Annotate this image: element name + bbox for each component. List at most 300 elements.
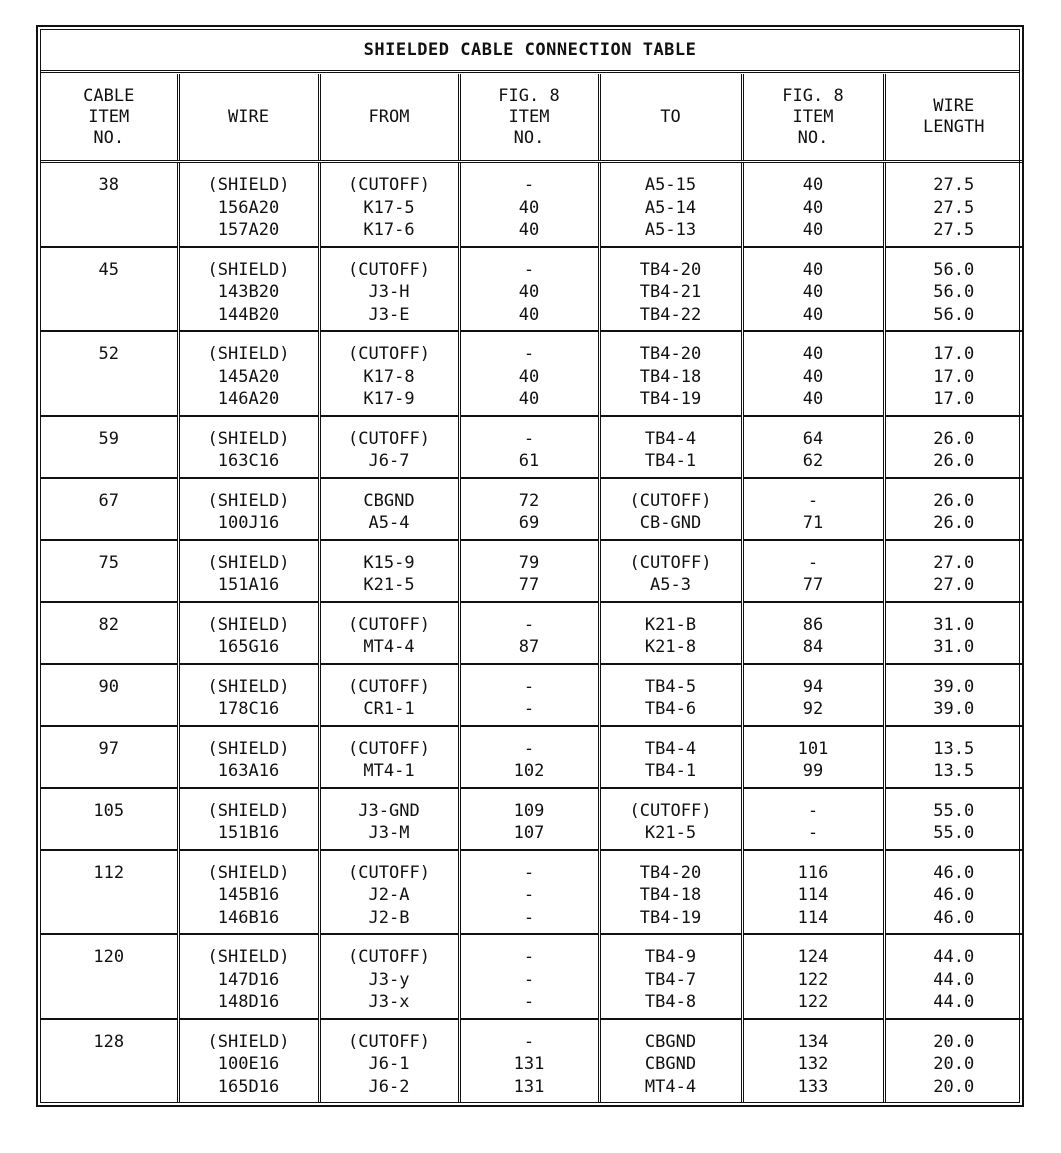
cell-line: - [523,259,535,280]
cell-to [599,416,742,478]
cell-line: 151A16 [217,575,280,595]
cell-line: J3-x [368,992,410,1012]
cell-line: 56.0 [933,259,975,280]
cell-from-fig8-item-no [459,602,599,664]
shielded-cable-connection-table [41,74,1022,1102]
cell-from [319,934,459,1019]
cell-line: 44.0 [933,969,975,990]
cell-wire [178,331,319,416]
cell-wire-length [884,788,1022,850]
cell-line: J3-E [368,304,410,325]
cell-line: 87 [518,637,540,657]
cell-to-fig8-item-no [742,478,884,540]
cell-line: 13.5 [933,738,975,759]
cell-line: (CUTOFF) [348,862,430,883]
cell-line: - [807,552,819,573]
table-header [41,74,1022,162]
cell-line: MT4-4 [363,637,415,657]
cell-line: 39.0 [933,699,975,719]
table-row [41,247,1022,332]
cell-line: 44.0 [933,947,975,967]
cell-line: - [523,907,535,928]
cell-line: J3-M [368,823,410,843]
cell-line: 46.0 [933,907,975,928]
cell-line: 101 [797,738,829,759]
cell-line: K21-B [644,614,697,635]
cell-line: TB4-6 [644,699,697,719]
cell-cable-item-no: 52 [41,331,178,416]
cell-to-fig8-item-no [742,664,884,726]
cell-from [319,247,459,332]
cell-to [599,331,742,416]
cell-line: TB4-21 [639,282,702,302]
cell-line: TB4-20 [639,862,702,883]
cell-to-fig8-item-no [742,850,884,935]
cell-to [599,726,742,788]
cell-to-fig8-item-no [742,162,884,247]
cell-line: (SHIELD) [207,800,290,821]
cell-line: J6-2 [368,1076,410,1097]
cell-line: CBGND [644,1031,697,1052]
cell-to-fig8-item-no [742,540,884,602]
cell-line: 79 [518,552,540,573]
cell-line: TB4-20 [639,344,702,364]
cell-cable-item-no: 45 [41,247,178,332]
cell-line: 107 [513,823,545,843]
cell-wire-length [884,726,1022,788]
cell-wire-length [884,850,1022,935]
cell-wire-length [884,162,1022,247]
cell-wire-length [884,247,1022,332]
cell-line: 178C16 [217,699,280,719]
header-wire: WIRE [178,74,319,162]
cell-line: 92 [802,699,824,719]
cell-line: 46.0 [933,885,975,905]
cell-wire-length [884,1019,1022,1103]
cell-line: - [523,992,535,1012]
cell-line: J6-1 [368,1054,410,1074]
table-row [41,540,1022,602]
header-to-fig8-item-no: FIG. 8 ITEM NO. [742,74,884,162]
cell-from [319,1019,459,1103]
cell-line: 26.0 [933,451,975,471]
cell-line: (SHIELD) [207,259,290,280]
cell-cable-item-no: 128 [41,1019,178,1103]
cell-line: 62 [802,451,824,471]
cell-line: 143B20 [217,282,280,302]
cell-line: 27.5 [933,220,975,240]
cell-cable-item-no: 38 [98,175,119,195]
cell-line: - [523,885,535,905]
cell-from [319,416,459,478]
cell-to [599,247,742,332]
cell-from-fig8-item-no [459,788,599,850]
cell-to [599,602,742,664]
cell-line: 40 [802,344,824,364]
cell-to [599,1019,742,1103]
cell-line: K17-9 [363,389,415,409]
cell-line: (SHIELD) [207,947,290,967]
cell-from [319,478,459,540]
cell-line: 39.0 [933,676,975,697]
cell-line: A5-14 [644,197,697,218]
cell-wire [178,788,319,850]
cell-line: (CUTOFF) [629,552,712,573]
table-body [41,162,1022,1103]
cell-line: (CUTOFF) [348,259,430,280]
cell-to [599,934,742,1019]
cell-line: K17-6 [363,220,415,240]
cell-line: 147D16 [217,969,280,990]
cell-from [319,788,459,850]
cell-line: 86 [802,614,824,635]
cell-line: 40 [802,366,824,387]
cell-line: J2-B [368,907,410,928]
cell-cable-item-no: 82 [41,602,178,664]
cell-from [319,540,459,602]
cell-line: 40 [518,197,540,218]
cell-to-fig8-item-no [742,934,884,1019]
cell-line: 17.0 [933,344,975,364]
cell-line: 26.0 [933,513,975,533]
cell-wire [178,162,319,247]
header-row [41,74,1022,162]
cell-wire-length [884,934,1022,1019]
header-to: TO [599,74,742,162]
cell-line: 40 [802,175,824,195]
table-row [41,726,1022,788]
cell-wire-length [884,478,1022,540]
cell-line: 146B16 [217,907,280,928]
cell-line: MT4-4 [644,1076,697,1097]
cell-from [319,726,459,788]
cell-cable-item-no: 90 [41,664,178,726]
cell-line: TB4-1 [644,761,697,781]
cell-line: CB-GND [639,513,702,533]
cell-line: 40 [802,282,824,302]
cell-line: - [523,175,535,195]
cell-line: (CUTOFF) [348,614,430,635]
cell-line: TB4-4 [644,738,697,759]
cell-wire [178,478,319,540]
cell-from-fig8-item-no [459,162,599,247]
cell-line: 100E16 [217,1054,280,1074]
cell-line: (CUTOFF) [629,490,712,511]
cell-line: 77 [802,575,824,595]
cell-line: - [523,947,535,967]
cell-line: 40 [802,304,824,325]
cell-to-fig8-item-no [742,247,884,332]
cell-wire [178,664,319,726]
cell-line: (CUTOFF) [348,1031,430,1052]
cell-wire [178,934,319,1019]
cell-line: 122 [797,992,829,1012]
cell-line: 13.5 [933,761,975,781]
cell-line: K15-9 [363,552,415,573]
cell-line: 46.0 [933,862,975,883]
cell-to [599,478,742,540]
cell-line: TB4-9 [644,947,697,967]
cell-line: 20.0 [933,1054,975,1074]
cell-line: (CUTOFF) [629,800,712,821]
cell-from-fig8-item-no [459,1019,599,1103]
cell-line: A5-4 [368,513,410,533]
connection-table-frame [40,29,1020,1103]
cell-line: 20.0 [933,1076,975,1097]
cell-wire [178,602,319,664]
cell-line: 27.0 [933,552,975,573]
cell-line: 27.5 [933,197,975,218]
cell-to [599,162,742,247]
cell-line: 151B16 [217,823,280,843]
cell-line: 40 [518,389,540,409]
cell-line: 40 [518,304,540,325]
cell-line: K21-8 [644,637,697,657]
cell-line: 99 [802,761,824,781]
cell-line: 148D16 [217,992,280,1012]
cell-line: TB4-18 [639,885,702,905]
cell-wire-length [884,416,1022,478]
cell-line: - [523,676,535,697]
cell-from-fig8-item-no [459,247,599,332]
cell-line: 94 [802,676,824,697]
cell-line: TB4-4 [644,428,697,449]
cell-from [319,162,459,247]
cell-to-fig8-item-no [742,416,884,478]
table-row [41,331,1022,416]
cell-from [319,331,459,416]
cell-line: 116 [797,862,829,883]
cell-line: A5-15 [644,175,697,195]
cell-line: 40 [518,220,540,240]
table-row [41,602,1022,664]
cell-from [319,602,459,664]
cell-line: 100J16 [217,513,280,533]
cell-line: 40 [802,259,824,280]
cell-line: - [523,614,535,635]
cell-line: 144B20 [217,304,280,325]
cell-line: 40 [802,389,824,409]
cell-line: 114 [797,907,829,928]
cell-wire [178,1019,319,1103]
cell-line: 31.0 [933,614,975,635]
header-from: FROM [319,74,459,162]
cell-wire-length [884,602,1022,664]
cell-line: 134 [797,1031,829,1052]
cell-line: 26.0 [933,490,975,511]
cell-line: 27.5 [933,175,975,195]
cell-line: 40 [802,220,824,240]
cell-line: 61 [518,451,540,471]
cell-line: - [523,862,535,883]
table-row [41,1019,1022,1103]
cell-cable-item-no: 105 [41,788,178,850]
cell-line: TB4-19 [639,907,702,928]
cell-line: (CUTOFF) [348,947,430,967]
cell-from-fig8-item-no [459,478,599,540]
cell-line: (CUTOFF) [348,738,430,759]
cell-wire [178,540,319,602]
cell-cable-item-no: 67 [41,478,178,540]
cell-line: 72 [518,490,540,511]
cell-to [599,850,742,935]
cell-line: 27.0 [933,575,975,595]
cell-line: A5-13 [644,220,697,240]
cell-to-fig8-item-no [742,788,884,850]
cell-line: 40 [518,282,540,302]
cell-line: - [523,738,535,759]
cell-line: - [807,490,819,511]
cell-line: 165G16 [217,637,280,657]
cell-line: 131 [513,1054,545,1074]
cell-line: 157A20 [217,220,280,240]
cell-from-fig8-item-no [459,850,599,935]
cell-wire [178,247,319,332]
cell-line: (CUTOFF) [348,428,430,449]
table-row [41,788,1022,850]
cell-line: 20.0 [933,1031,975,1052]
cell-line: J3-H [368,282,410,302]
cell-line: 156A20 [217,197,280,218]
cell-line: J3-y [368,969,410,990]
cell-cable-item-no: 97 [41,726,178,788]
table-row [41,416,1022,478]
cell-line: 55.0 [933,800,975,821]
cell-line: 56.0 [933,304,975,325]
cell-wire-length [884,664,1022,726]
cell-line: 146A20 [217,389,280,409]
cell-line: MT4-1 [363,761,415,781]
cell-line: K21-5 [644,823,697,843]
header-cable-item-no: CABLE ITEM NO. [41,74,178,162]
cell-wire [178,850,319,935]
header-from-fig8-item-no: FIG. 8 ITEM NO. [459,74,599,162]
cell-wire [178,726,319,788]
cell-line: (CUTOFF) [348,175,430,195]
cell-to [599,664,742,726]
cell-line: - [523,1031,535,1052]
cell-line: 40 [802,197,824,218]
cell-to-fig8-item-no [742,602,884,664]
cell-line: (SHIELD) [207,344,290,364]
cell-line: J3-GND [358,800,420,821]
cell-line: K17-5 [363,197,415,218]
cell-line: 55.0 [933,823,975,843]
cell-line: TB4-8 [644,992,697,1012]
cell-line: TB4-7 [644,969,697,990]
cell-cable-item-no: 75 [41,540,178,602]
cell-line: 69 [518,513,540,533]
cell-from-fig8-item-no [459,664,599,726]
cell-line: TB4-1 [644,451,697,471]
cell-cable-item-no: 59 [41,416,178,478]
cell-line: 163C16 [217,451,280,471]
cell-line: J2-A [368,885,410,905]
cell-to-fig8-item-no [742,726,884,788]
cell-line: - [807,823,819,843]
cell-line: 131 [513,1076,545,1097]
cell-line: (CUTOFF) [348,344,430,364]
cell-line: CBGND [644,1054,697,1074]
cell-line: (SHIELD) [207,676,290,697]
cell-line: 77 [518,575,540,595]
cell-from [319,850,459,935]
cell-line: 122 [797,969,829,990]
cell-line: 163A16 [217,761,280,781]
cell-line: 165D16 [217,1076,280,1097]
header-wire-length: WIRE LENGTH [884,74,1022,162]
cell-line: (SHIELD) [207,1031,290,1052]
cell-line: 31.0 [933,637,975,657]
cell-line: 64 [802,428,824,449]
cell-cable-item-no: 112 [41,850,178,935]
cell-line: TB4-22 [639,304,702,325]
table-row [41,850,1022,935]
cell-line: 124 [797,947,829,967]
cell-to [599,540,742,602]
cell-line: TB4-18 [639,366,702,387]
cell-line: 114 [797,885,829,905]
cell-from-fig8-item-no [459,934,599,1019]
cell-line: - [523,344,535,364]
cell-line: 40 [518,366,540,387]
cell-line: (CUTOFF) [348,676,430,697]
cell-from-fig8-item-no [459,416,599,478]
cell-line: 145B16 [217,885,280,905]
cell-to-fig8-item-no [742,1019,884,1103]
cell-line: 44.0 [933,992,975,1012]
table-row [41,664,1022,726]
cell-line: 132 [797,1054,829,1074]
cell-to-fig8-item-no [742,331,884,416]
table-title: SHIELDED CABLE CONNECTION TABLE [41,30,1019,73]
cell-wire-length [884,331,1022,416]
cell-to [599,788,742,850]
table-row [41,162,1022,247]
cell-line: 84 [802,637,824,657]
cell-line: (SHIELD) [207,428,290,449]
cell-line: CBGND [363,490,415,511]
cell-line: (SHIELD) [207,862,290,883]
cell-line: (SHIELD) [207,490,290,511]
cell-line: - [523,699,535,719]
cell-from-fig8-item-no [459,331,599,416]
cell-line: 17.0 [933,366,975,387]
cell-line: J6-7 [368,451,410,471]
cell-line: (SHIELD) [207,552,290,573]
cell-line: TB4-19 [639,389,702,409]
cell-line: 133 [797,1076,829,1097]
cell-line: TB4-20 [639,259,702,280]
cell-from-fig8-item-no [459,540,599,602]
cell-line: K21-5 [363,575,415,595]
cell-line: 17.0 [933,389,975,409]
cell-line: CR1-1 [363,699,415,719]
cell-from-fig8-item-no [459,726,599,788]
cell-line: - [523,428,535,449]
cell-line: A5-3 [650,575,691,595]
cell-line: 56.0 [933,282,975,302]
cell-line: (SHIELD) [207,614,290,635]
cell-line: - [523,969,535,990]
cell-line: (SHIELD) [207,738,290,759]
cell-line: 71 [802,513,824,533]
cell-line: TB4-5 [644,676,697,697]
cell-wire-length [884,540,1022,602]
connection-table-sheet [36,25,1024,1107]
cell-line: (SHIELD) [207,175,290,195]
cell-line: K17-8 [363,366,415,387]
